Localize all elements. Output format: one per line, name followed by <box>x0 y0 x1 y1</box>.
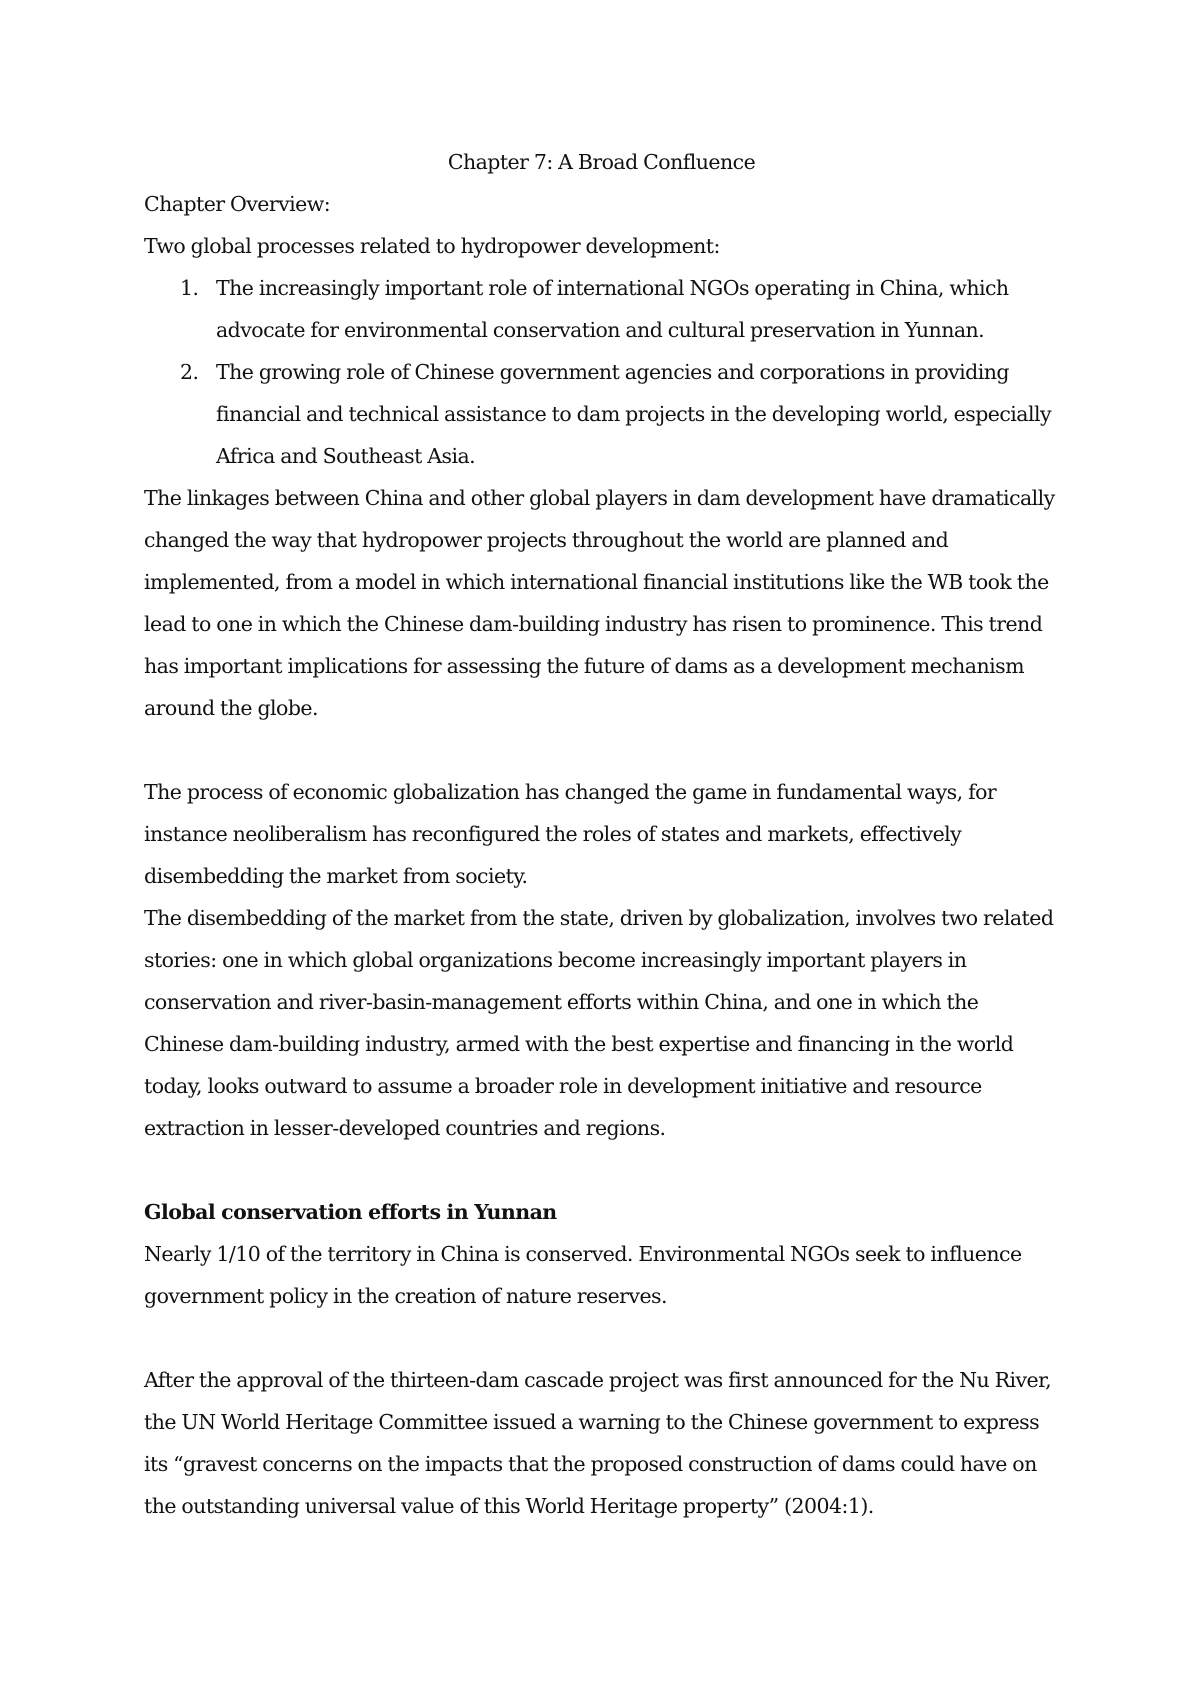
paragraph-spacer <box>144 1149 1059 1191</box>
chapter-title: Chapter 7: A Broad Confluence <box>447 150 756 174</box>
paragraph-approval: After the approval of the thirteen-dam cascade project was first announced for the Nu River, the UN World Heritage Committee issued a warning to the Chinese government to express its “gravest concerns on the impacts that the proposed construction of dams could have on the outstanding universal value of this World Heritage property” (2004:1). <box>144 1368 1052 1518</box>
overview-intro: Two global processes related to hydropower development: <box>144 234 720 258</box>
paragraph-linkages: The linkages between China and other global players in dam development have dramatically changed the way that hydropower projects throughout the world are planned and implemented, from a model in which international financial institutions like the WB took the lead to one in which the Chinese dam-building industry has risen to prominence. This trend has important implications for assessing the future of dams as a development mechanism around the globe. <box>144 486 1055 720</box>
list-item-text: The growing role of Chinese government agencies and corporations in providing financial and technical assistance to dam projects in the developing world, especially Africa and Southeast Asia. <box>216 360 1052 468</box>
paragraph-globalization: The process of economic globalization has changed the game in fundamental ways, for instance neoliberalism has reconfigured the roles of states and markets, effectively disembedding the market from society. <box>144 780 997 888</box>
overview-label: Chapter Overview: <box>144 192 331 216</box>
paragraph-conserved: Nearly 1/10 of the territory in China is conserved. Environmental NGOs seek to influence government policy in the creation of nature reserves. <box>144 1242 1022 1308</box>
list-item-number: 2. <box>180 360 199 384</box>
paragraph-spacer <box>144 729 1059 771</box>
list-item <box>144 351 1059 477</box>
document-body <box>144 141 1059 1527</box>
paragraph-spacer <box>144 1317 1059 1359</box>
list-item-number: 1. <box>180 276 199 300</box>
list-item-text: The increasingly important role of international NGOs operating in China, which advocate for environmental conservation and cultural preservation in Yunnan. <box>216 276 1009 342</box>
paragraph-disembedding: The disembedding of the market from the state, driven by globalization, involves two related stories: one in which global organizations become increasingly important players in conservation and river-basin-management efforts within China, and one in which the Chinese dam-building industry, armed with the best expertise and financing in the world today, looks outward to assume a broader role in development initiative and resource extraction in lesser-developed countries and regions. <box>144 906 1054 1140</box>
overview-list <box>144 267 1059 477</box>
section-heading: Global conservation efforts in Yunnan <box>144 1200 557 1224</box>
list-item <box>144 267 1059 351</box>
